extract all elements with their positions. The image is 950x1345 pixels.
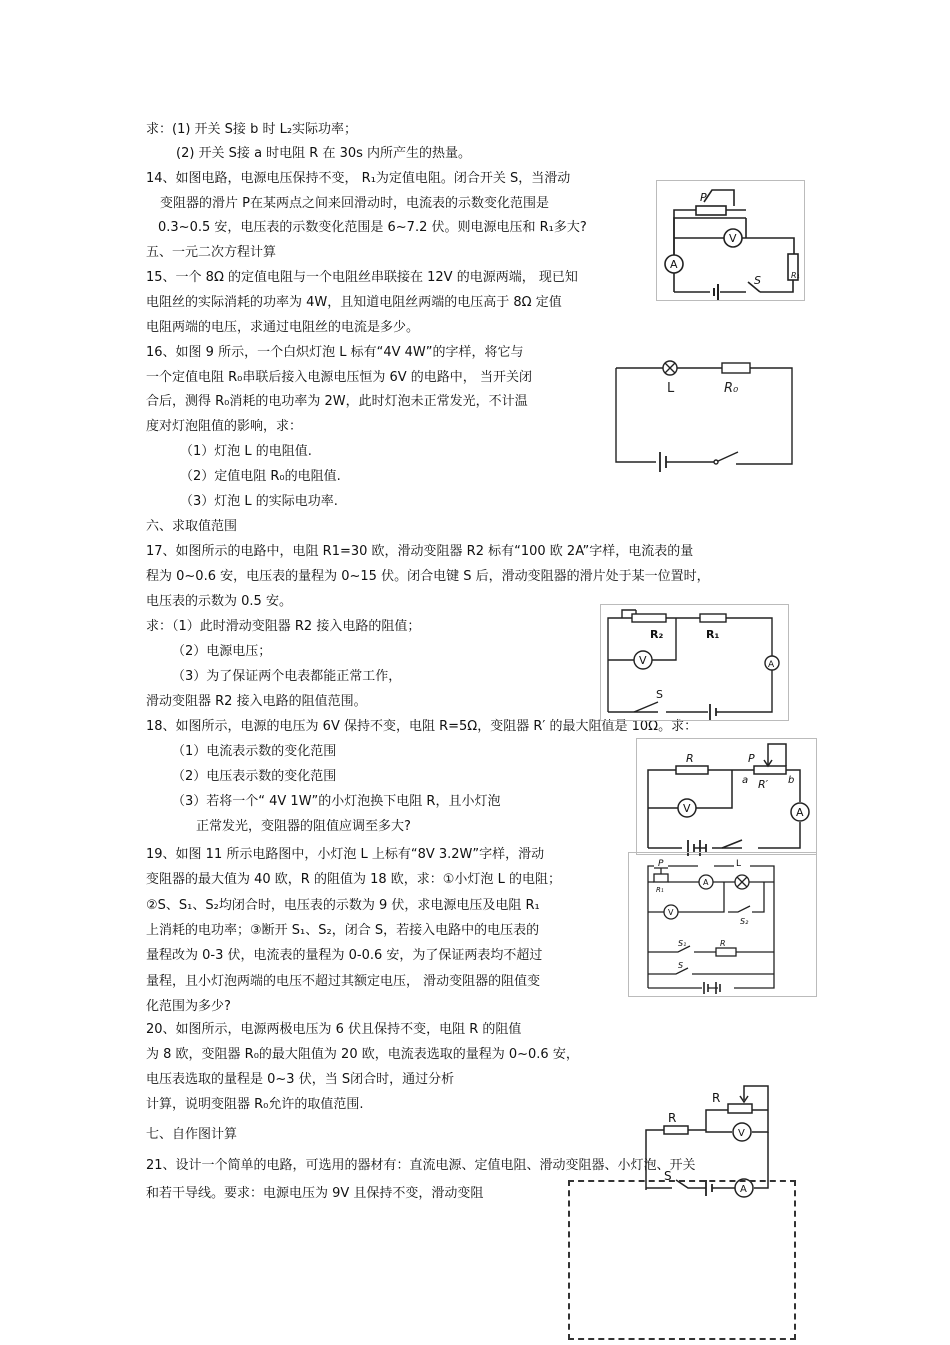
text-line: 一个定值电阻 R₀串联后接入电源电压恒为 6V 的电路中， 当开关闭 (146, 370, 532, 385)
circuit-figure-16 (612, 352, 802, 478)
text-line: 电阻丝的实际消耗的功率为 4W，且知道电阻丝两端的电压高于 8Ω 定值 (146, 295, 562, 310)
text-line: 为 8 欧，变阻器 R₀的最大阻值为 20 欧，电流表选取的量程为 0~0.6 安， (146, 1047, 579, 1062)
label-s: S (678, 961, 684, 970)
label-r1: R₁ (791, 271, 800, 280)
label-p: P (658, 859, 664, 869)
circuit-figure-14 (656, 180, 806, 302)
text-line: 变阻器的滑片 P在某两点之间来回滑动时，电流表的示数变化范围是 (160, 196, 549, 211)
section-heading: 五、一元二次方程计算 (146, 245, 277, 260)
label-v: V (729, 232, 737, 245)
text-line: 电压表选取的量程是 0~3 伏，当 S闭合时，通过分析 (146, 1072, 455, 1087)
text-line: 18、如图所示，电源的电压为 6V 保持不变，电阻 R=5Ω，变阻器 R′ 的最大阻值是 10Ω。求： (146, 719, 698, 734)
label-r2: R₂ (650, 628, 664, 641)
text-line: 电压表的示数为 0.5 安。 (146, 594, 292, 609)
label-r1: R₁ (656, 886, 664, 894)
text-line: 计算，说明变阻器 R₀允许的取值范围. (146, 1097, 364, 1112)
label-r0: R (712, 1091, 721, 1105)
text-line: 15、一个 8Ω 的定值电阻与一个电阻丝串联接在 12V 的电源两端， 现已知 (146, 270, 578, 285)
text-line: 17、如图所示的电路中，电阻 R1=30 欧，滑动变阻器 R2 标有“100 欧 2A”字样，电流表的量 (146, 544, 694, 559)
text-line: 求：（1）此时滑动变阻器 R2 接入电路的阻值； (146, 619, 421, 634)
text-line: 量程改为 0-3 伏，电流表的量程为 0-0.6 安，为了保证两表均不超过 (146, 948, 543, 963)
label-p: P (748, 752, 755, 765)
text-line: 电阻两端的电压，求通过电阻丝的电流是多少。 (146, 320, 420, 335)
text-line: 化范围为多少? (146, 999, 231, 1014)
text-line: （3）为了保证两个电表都能正常工作， (172, 669, 402, 684)
text-line: 上消耗的电功率；③断开 S₁、S₂，闭合 S，若接入电路中的电压表的 (146, 923, 540, 938)
text-line: 量程，且小灯泡两端的电压不超过其额定电压， 滑动变阻器的阻值变 (146, 974, 541, 989)
circuit-figure-19 (628, 852, 818, 998)
label-r-prime: R′ (758, 778, 769, 791)
label-s1: S₁ (678, 939, 687, 948)
section-heading: 七、自作图计算 (146, 1127, 238, 1142)
text-line: 0.3~0.5 安，电压表的示数变化范围是 6~7.2 伏。则电源电压和 R₁多大? (158, 220, 587, 235)
label-s2: S₂ (740, 917, 749, 926)
label-v: V (639, 654, 647, 667)
text-line: 度对灯泡阻值的影响，求： (146, 419, 303, 434)
text-line: 滑动变阻器 R2 接入电路的阻值范围。 (146, 694, 367, 709)
label-a: A (768, 660, 775, 670)
label-s: S (754, 274, 761, 287)
label-a: A (670, 258, 678, 271)
label-v: V (683, 802, 691, 815)
text-line: 14、如图电路，电源电压保持不变， R₁为定值电阻。闭合开关 S，当滑动 (146, 171, 571, 186)
section-heading: 六、求取值范围 (146, 519, 238, 534)
label-r: R (668, 1111, 677, 1125)
text-line: 求：(1) 开关 S接 b 时 L₂实际功率； (146, 122, 358, 137)
text-line: 20、如图所示，电源两极电压为 6 伏且保持不变，电阻 R 的阻值 (146, 1022, 522, 1037)
label-v: V (668, 908, 674, 917)
text-line: （3）灯泡 L 的实际电功率. (180, 494, 338, 509)
label-r: R (720, 939, 726, 948)
label-l: L (736, 859, 742, 869)
label-r1: R₁ (706, 628, 720, 641)
text-line: 16、如图 9 所示，一个白炽灯泡 L 标有“4V 4W”的字样，将它与 (146, 345, 524, 360)
drawing-area-box (568, 1180, 796, 1340)
label-s: S (656, 688, 663, 701)
label-l: L (667, 381, 675, 396)
text-line: （2）电源电压； (172, 644, 272, 659)
text-line: （1）电流表示数的变化范围 (172, 744, 337, 759)
text-line: 程为 0~0.6 安，电压表的量程为 0~15 伏。闭合电键 S 后，滑动变阻器的滑片处于某一位置时， (146, 569, 710, 584)
circuit-figure-17 (600, 604, 790, 722)
text-line: ②S、S₁、S₂均闭合时，电压表的示数为 9 伏，求电源电压及电阻 R₁ (146, 898, 540, 913)
label-p: P (700, 191, 707, 204)
text-line: 正常发光，变阻器的阻值应调至多大? (196, 819, 411, 834)
text-line: (2) 开关 S接 a 时电阻 R 在 30s 内所产生的热量。 (176, 146, 472, 161)
label-s: S (664, 1169, 672, 1183)
text-line: 和若干导线。要求：电源电压为 9V 且保持不变，滑动变阻 (146, 1186, 484, 1201)
label-r0: R₀ (724, 381, 739, 396)
text-line: 19、如图 11 所示电路图中，小灯泡 L 上标有“8V 3.2W”字样，滑动 (146, 847, 545, 862)
label-ammeter: A (796, 806, 804, 819)
label-a: A (740, 1184, 747, 1195)
text-line: （3）若将一个“ 4V 1W”的小灯泡换下电阻 R，且小灯泡 (172, 794, 501, 809)
label-v: V (738, 1128, 745, 1139)
label-b-end: b (788, 775, 795, 786)
text-line: （2）电压表示数的变化范围 (172, 769, 337, 784)
label-r: R (686, 752, 694, 765)
text-line: 合后，测得 R₀消耗的电功率为 2W，此时灯泡未正常发光，不计温 (146, 394, 528, 409)
text-line: （2）定值电阻 R₀的电阻值. (180, 469, 341, 484)
text-line: 21、设计一个简单的电路，可选用的器材有：直流电源、定值电阻、滑动变阻器、小灯泡、开关 (146, 1158, 696, 1173)
text-line: （1）灯泡 L 的电阻值. (180, 444, 312, 459)
circuit-figure-18 (636, 738, 818, 856)
text-line: 变阻器的最大值为 40 欧，R 的阻值为 18 欧，求：①小灯泡 L 的电阻； (146, 872, 561, 887)
label-a: A (703, 878, 709, 887)
label-a-end: a (742, 775, 749, 786)
